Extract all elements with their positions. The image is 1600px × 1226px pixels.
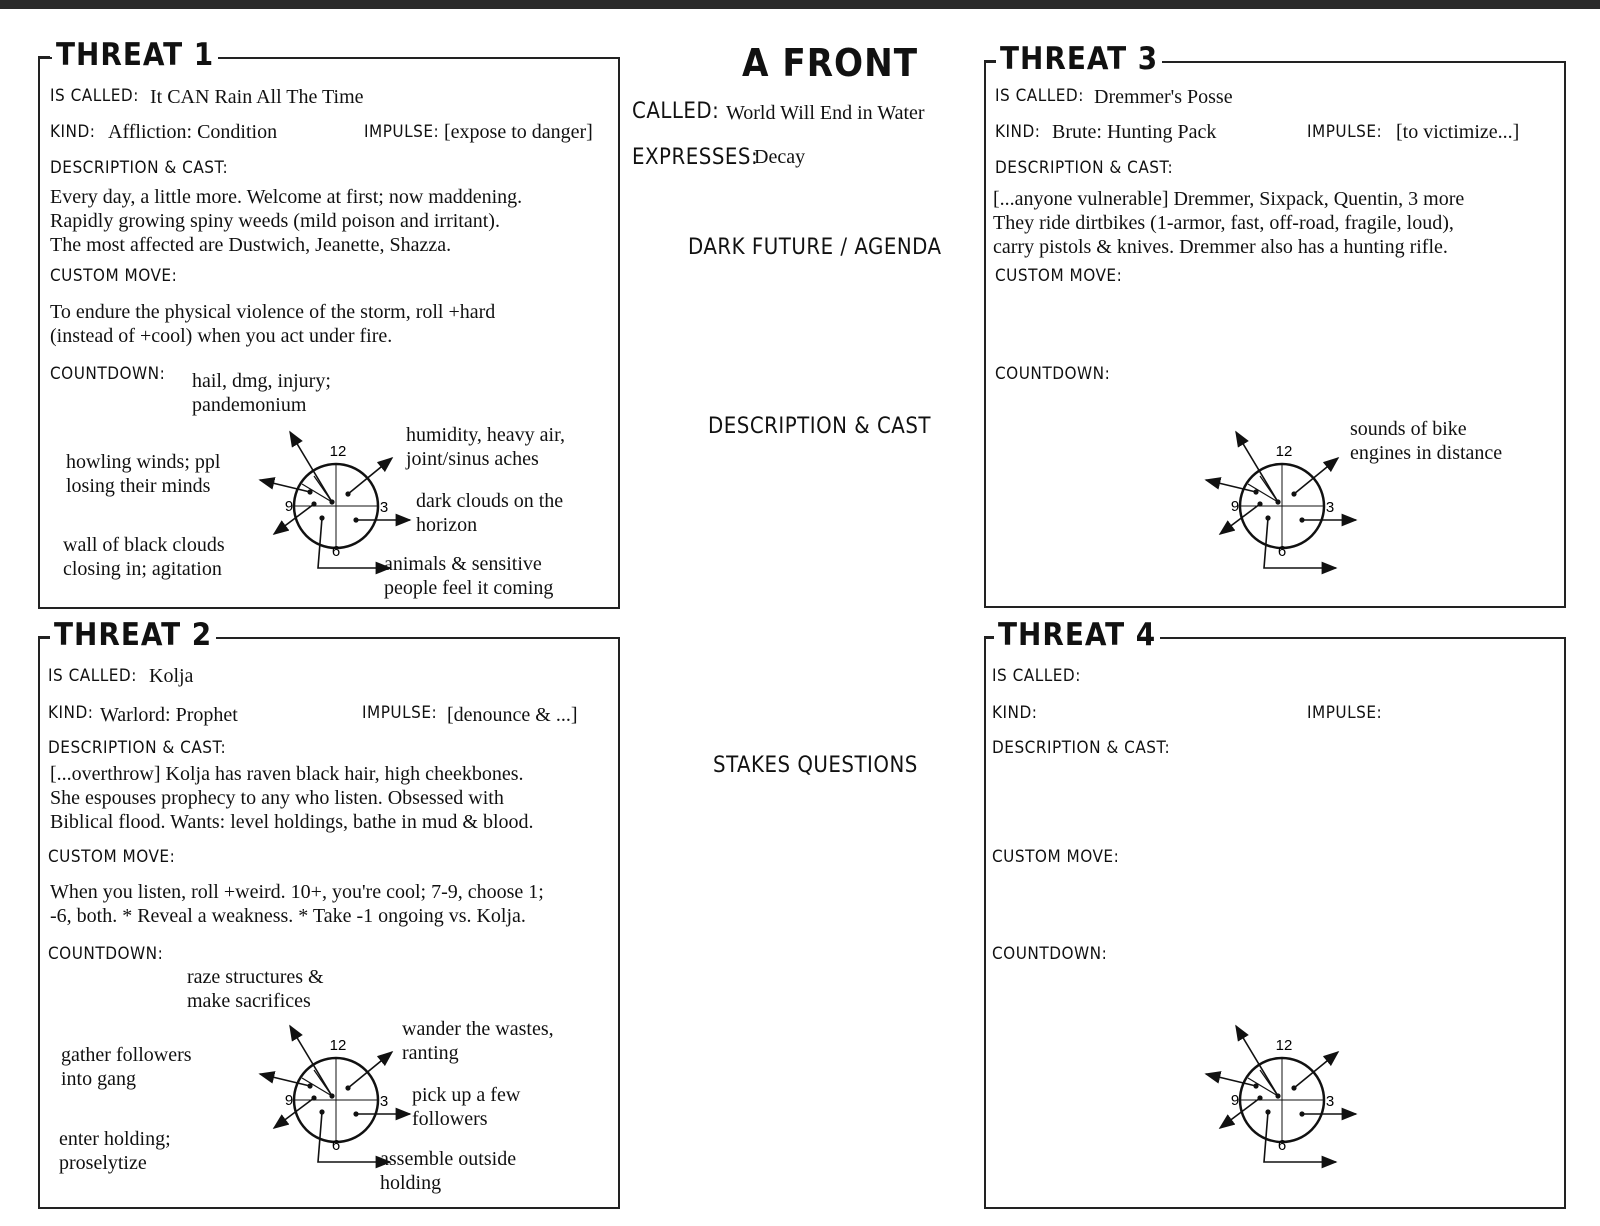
front-stakes-heading: STAKES QUESTIONS — [713, 753, 918, 778]
countdown-clock — [244, 426, 424, 586]
threat1-countdown-2100: losing their minds — [66, 475, 211, 497]
threat2-countdown-midnight: enter holding; — [59, 1128, 171, 1150]
front-called-value: World Will End in Water — [726, 102, 925, 124]
countdown-clock — [1190, 1020, 1370, 1180]
clock-dot — [1257, 1095, 1262, 1100]
clock-label-12: 12 — [329, 443, 347, 460]
threat1-countdown-1500: humidity, heavy air, — [406, 424, 565, 446]
threat1-countdown-2100h: people feel it coming — [384, 577, 554, 599]
threat3-kind-label: KIND: — [995, 122, 1041, 142]
threat2-heading-rule — [38, 636, 50, 638]
threat4-move-label: CUSTOM MOVE: — [992, 847, 1120, 867]
threat1-countdown-midnight: wall of black clouds — [63, 534, 225, 556]
clock-label-6: 6 — [331, 1137, 341, 1154]
threat2-desc-label: DESCRIPTION & CAST: — [48, 738, 227, 758]
front-description-heading: DESCRIPTION & CAST — [708, 414, 931, 439]
threat3-countdown-1500: engines in distance — [1350, 442, 1503, 464]
threat1-desc-line: Rapidly growing spiny weeds (mild poison and irritant). — [50, 210, 500, 232]
threat1-called-label: IS CALLED: — [50, 86, 139, 106]
threat1-move-line: (instead of +cool) when you act under fire. — [50, 325, 393, 347]
clock-dot — [1291, 491, 1296, 496]
threat1-countdown-2100h: animals & sensitive — [384, 553, 542, 575]
threat3-heading-rule — [984, 60, 996, 62]
threat2-heading: THREAT 2 — [50, 620, 216, 651]
threat3-heading: THREAT 3 — [996, 44, 1162, 75]
threat2-kind-value: Warlord: Prophet — [100, 704, 238, 726]
clock-dot — [1299, 517, 1304, 522]
threat3-called-label: IS CALLED: — [995, 86, 1084, 106]
threat2-kind-label: KIND: — [48, 703, 94, 723]
clock-dot — [345, 1085, 350, 1090]
clock-label-3: 3 — [379, 1093, 389, 1110]
clock-label-12: 12 — [329, 1037, 347, 1054]
threat3-countdown-label: COUNTDOWN: — [995, 364, 1111, 384]
threat3-desc-line: [...anyone vulnerable] Dremmer, Sixpack, Quentin, 3 more — [993, 188, 1465, 210]
clock-label-9: 9 — [284, 498, 294, 515]
threat2-countdown-1800: pick up a few — [412, 1084, 521, 1106]
threat1-kind-label: KIND: — [50, 122, 96, 142]
threat2-countdown-2100h: assemble outside — [380, 1148, 517, 1170]
threat3-desc-label: DESCRIPTION & CAST: — [995, 158, 1174, 178]
threat2-countdown-1800: followers — [412, 1108, 488, 1130]
threat4-heading: THREAT 4 — [994, 620, 1160, 651]
clock-label-6: 6 — [331, 543, 341, 560]
clock-dot — [353, 517, 358, 522]
threat3-impulse-label: IMPULSE: — [1307, 122, 1383, 142]
threat1-desc-label: DESCRIPTION & CAST: — [50, 158, 229, 178]
threat2-desc-line: She espouses prophecy to any who listen. Obsessed with — [50, 787, 504, 809]
threat2-impulse-label: IMPULSE: — [362, 703, 438, 723]
threat1-heading-rule — [38, 56, 50, 58]
threat3-called-value: Dremmer's Posse — [1094, 86, 1233, 108]
threat1-countdown-2100: howling winds; ppl — [66, 451, 221, 473]
clock-label-9: 9 — [284, 1092, 294, 1109]
threat2-move-line: -6, both. * Reveal a weakness. * Take -1 ongoing vs. Kolja. — [50, 905, 526, 927]
clock-dot — [319, 1109, 324, 1114]
clock-label-9: 9 — [1230, 498, 1240, 515]
clock-label-6: 6 — [1277, 1137, 1287, 1154]
threat1-kind-value: Affliction: Condition — [108, 121, 278, 143]
threat1-move-line: To endure the physical violence of the storm, roll +hard — [50, 301, 496, 323]
threat1-countdown-midnight: closing in; agitation — [63, 558, 222, 580]
clock-label-9: 9 — [1230, 1092, 1240, 1109]
clock-dot — [1265, 1109, 1270, 1114]
threat1-heading: THREAT 1 — [52, 40, 218, 71]
threat2-countdown-2100: into gang — [61, 1068, 136, 1090]
threat1-desc-line: The most affected are Dustwich, Jeanette, Shazza. — [50, 234, 452, 256]
clock-dot — [311, 501, 316, 506]
front-dark-future-heading: DARK FUTURE / AGENDA — [688, 235, 942, 260]
threat2-called-value: Kolja — [149, 665, 194, 687]
clock-label-3: 3 — [379, 499, 389, 516]
threat1-countdown-2200: pandemonium — [192, 394, 307, 416]
threat4-countdown-label: COUNTDOWN: — [992, 944, 1108, 964]
clock-dot — [1257, 501, 1262, 506]
threat1-desc-line: Every day, a little more. Welcome at first; now maddening. — [50, 186, 523, 208]
threat1-impulse-label: IMPULSE: — [364, 122, 440, 142]
threat1-countdown-1800: horizon — [416, 514, 478, 536]
threat2-called-label: IS CALLED: — [48, 666, 137, 686]
threat2-countdown-2100: gather followers — [61, 1044, 192, 1066]
clock-dot — [1299, 1111, 1304, 1116]
threat1-countdown-1500: joint/sinus aches — [406, 448, 539, 470]
threat1-countdown-2200: hail, dmg, injury; — [192, 370, 331, 392]
threat4-called-label: IS CALLED: — [992, 666, 1081, 686]
clock-label-6: 6 — [1277, 543, 1287, 560]
front-expresses-value: Decay — [754, 146, 806, 168]
threat1-impulse-value: [expose to danger] — [444, 121, 593, 143]
threat1-called-value: It CAN Rain All The Time — [150, 86, 364, 108]
threat2-desc-line: Biblical flood. Wants: level holdings, bathe in mud & blood. — [50, 811, 534, 833]
clock-label-12: 12 — [1275, 1037, 1293, 1054]
threat2-countdown-2200: make sacrifices — [187, 990, 311, 1012]
threat2-move-line: When you listen, roll +weird. 10+, you're cool; 7-9, choose 1; — [50, 881, 544, 903]
threat3-move-label: CUSTOM MOVE: — [995, 266, 1123, 286]
clock-label-12: 12 — [1275, 443, 1293, 460]
front-expresses-label: EXPRESSES: — [632, 145, 759, 170]
threat2-countdown-midnight: proselytize — [59, 1152, 147, 1174]
clock-dot — [345, 491, 350, 496]
threat3-impulse-value: [to victimize...] — [1396, 121, 1520, 143]
countdown-clock — [1190, 426, 1370, 586]
threat2-countdown-2100h: holding — [380, 1172, 442, 1194]
threat4-desc-label: DESCRIPTION & CAST: — [992, 738, 1171, 758]
threat3-desc-line: carry pistols & knives. Dremmer also has a hunting rifle. — [993, 236, 1448, 258]
threat1-countdown-label: COUNTDOWN: — [50, 364, 166, 384]
countdown-clock — [244, 1020, 424, 1180]
threat2-countdown-label: COUNTDOWN: — [48, 944, 164, 964]
threat1-countdown-1800: dark clouds on the — [416, 490, 564, 512]
front-called-label: CALLED: — [632, 99, 720, 124]
clock-label-3: 3 — [1325, 499, 1335, 516]
threat4-kind-label: KIND: — [992, 703, 1038, 723]
threat2-desc-line: [...overthrow] Kolja has raven black hair, high cheekbones. — [50, 763, 524, 785]
threat2-countdown-1500: wander the wastes, — [402, 1018, 554, 1040]
threat3-countdown-1500: sounds of bike — [1350, 418, 1467, 440]
clock-dot — [1291, 1085, 1296, 1090]
threat1-move-label: CUSTOM MOVE: — [50, 266, 178, 286]
clock-dot — [1265, 515, 1270, 520]
threat3-kind-value: Brute: Hunting Pack — [1052, 121, 1217, 143]
top-bar — [0, 0, 1600, 9]
threat2-impulse-value: [denounce & ...] — [447, 704, 578, 726]
clock-dot — [353, 1111, 358, 1116]
threat2-countdown-1500: ranting — [402, 1042, 459, 1064]
clock-label-3: 3 — [1325, 1093, 1335, 1110]
threat3-desc-line: They ride dirtbikes (1-armor, fast, off-road, fragile, loud), — [993, 212, 1454, 234]
clock-dot — [319, 515, 324, 520]
threat4-impulse-label: IMPULSE: — [1307, 703, 1383, 723]
threat2-move-label: CUSTOM MOVE: — [48, 847, 176, 867]
threat2-countdown-2200: raze structures & — [187, 966, 324, 988]
clock-dot — [311, 1095, 316, 1100]
front-title: A FRONT — [738, 44, 922, 82]
